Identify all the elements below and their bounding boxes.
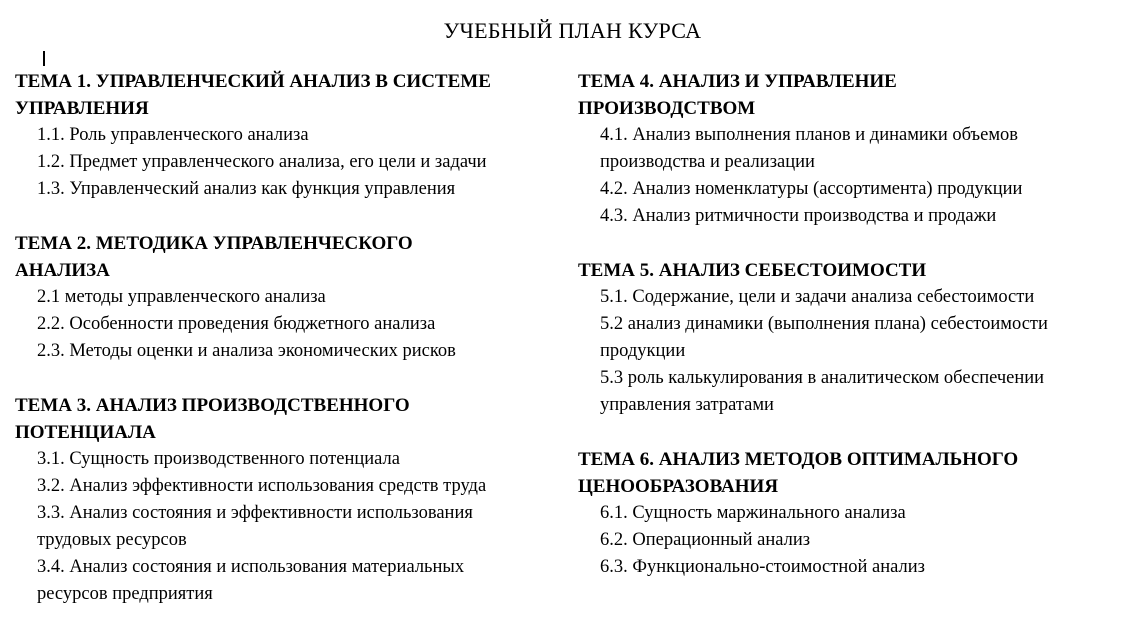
topic-item: 4.2. Анализ номенклатуры (ассортимента) продукции <box>600 179 1023 199</box>
topic-heading: ТЕМА 2. МЕТОДИКА УПРАВЛЕНЧЕСКОГО АНАЛИЗА <box>15 233 413 281</box>
topic-item: 3.3. Анализ состояния и эффективности использования трудовых ресурсов <box>37 503 473 550</box>
topic-heading: ТЕМА 5. АНАЛИЗ СЕБЕСТОИМОСТИ <box>578 260 927 281</box>
topic-item: 3.4. Анализ состояния и использования материальных ресурсов предприятия <box>37 557 465 604</box>
topic-item: 2.3. Методы оценки и анализа экономических рисков <box>37 341 456 361</box>
topic-item: 2.2. Особенности проведения бюджетного анализа <box>37 314 436 334</box>
topic-item: 5.1. Содержание, цели и задачи анализа себестоимости <box>600 287 1035 307</box>
topic-3 <box>15 392 555 608</box>
topic-item: 3.2. Анализ эффективности использования средств труда <box>37 476 487 496</box>
topic-item: 4.1. Анализ выполнения планов и динамики объемов производства и реализации <box>600 125 1019 172</box>
topic-item: 2.1 методы управленческого анализа <box>37 287 326 307</box>
topic-item: 1.1. Роль управленческого анализа <box>37 125 309 145</box>
topic-heading: ТЕМА 6. АНАЛИЗ МЕТОДОВ ОПТИМАЛЬНОГО ЦЕНООБРАЗОВАНИЯ <box>578 449 1019 497</box>
left-column <box>15 68 555 635</box>
topic-4 <box>578 68 1118 230</box>
page-title: УЧЕБНЫЙ ПЛАН КУРСА <box>443 18 702 43</box>
topic-item: 6.3. Функционально-стоимостной анализ <box>600 557 925 577</box>
topic-5 <box>578 257 1118 419</box>
topic-item: 1.2. Предмет управленческого анализа, его цели и задачи <box>37 152 487 172</box>
topic-item: 4.3. Анализ ритмичности производства и продажи <box>600 206 997 226</box>
topic-item: 1.3. Управленческий анализ как функция управления <box>37 179 456 199</box>
topic-2 <box>15 230 555 365</box>
topic-item: 5.2 анализ динамики (выполнения плана) себестоимости продукции <box>600 314 1048 361</box>
topic-heading: ТЕМА 3. АНАЛИЗ ПРОИЗВОДСТВЕННОГО ПОТЕНЦИАЛА <box>15 395 410 443</box>
right-column <box>578 68 1118 608</box>
text-cursor <box>43 51 45 66</box>
topic-item: 6.1. Сущность маржинального анализа <box>600 503 906 523</box>
topic-heading: ТЕМА 4. АНАЛИЗ И УПРАВЛЕНИЕ ПРОИЗВОДСТВОМ <box>578 71 897 119</box>
topic-6 <box>578 446 1118 581</box>
topic-item: 5.3 роль калькулирования в аналитическом обеспечении управления затратами <box>600 368 1045 415</box>
topic-item: 3.1. Сущность производственного потенциала <box>37 449 400 469</box>
topic-item: 6.2. Операционный анализ <box>600 530 811 550</box>
topic-heading: ТЕМА 1. УПРАВЛЕНЧЕСКИЙ АНАЛИЗ В СИСТЕМЕ УПРАВЛЕНИЯ <box>15 71 491 119</box>
topic-1 <box>15 68 555 203</box>
